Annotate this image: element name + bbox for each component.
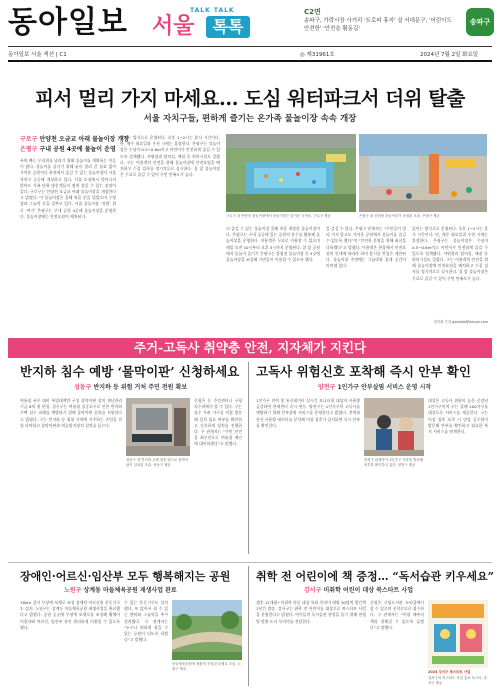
column-divider	[248, 362, 249, 554]
article-right-gu: 양천구	[318, 384, 336, 391]
article-left-column-1: 여름철 폭우 대비 특별대책반 구성 물막이판 설치 재난관리기금 6억 원 편성. 성동구는 여름철 집중호우로 인한 반지하 주택 침수 피해를 예방하기 위해 물막이판 설치를 지원한다고 밝혔다. 구는 반지하 등 위험 거처에 거주하는 주민을 전원 파악하고 물막이판과 역류방지장치 설치를 돕는다.	[20, 398, 122, 428]
article-right-headline: 고독사 위험신호 포착해 즉시 안부 확인	[256, 364, 471, 379]
article-bottom-right-subtext: 미취학 어린이 대상 북스타트 사업	[323, 587, 413, 594]
bookstart-label: 2024 강서구 북스타트 사업	[428, 670, 471, 674]
article-bottom-left-column-2: 수 있는 운동기구도 설치했다. 또 앉아서 쉴 수 있는 벤치와 그늘막을 추가 설치했다. 구 관계자는 “누구나 편하게 찾을 수 있는 공원이 되도록 하겠다”고 말했다.	[124, 600, 168, 643]
column-divider-bottom	[248, 566, 249, 686]
row-divider	[8, 562, 492, 563]
floodgate-photo	[126, 398, 190, 456]
park-caption: 마들체육공원에 새롭게 조성된 보행로 모습. 노원구 제공	[172, 662, 241, 671]
floodgate-caption: 성동구 내 반지하 주택 창문 옆으로 물막이판이 설치된 모습. 성동구 제공	[126, 458, 189, 467]
tag-eunpyeong	[20, 145, 116, 154]
main-subhead: 서울 자치구들, 편하게 즐기는 온가족 물놀이장 속속 개장	[143, 114, 357, 124]
article-bottom-left-sub	[64, 586, 177, 595]
main-column-2: 있어는 방식으로 운영된다. 오후 1∼2시는 휴식 시간이다. 단, 매주 월요일과 우천 시에는 휴장한다. 은평구는 물놀이장은 수심이 0.5∼0.6m이고 어린이가 안전하게 즐길 수 있도록 설계됐다. 샤워장과 탈의실, 매점 등 편의시설도 갖췄다. 구는 이용객의 안전을 위해 물놀이장에 안전요원을 배치하고 수질 검사를 정기적으로 실시한다. 집 앞 물놀이장은 무료로 즐길 수 있어 주민 만족도가 높다.	[120, 135, 220, 178]
talk-english-label: TALK TALK	[190, 7, 235, 14]
dateline-left: 동아일보 서울 섹션 | C1	[8, 52, 67, 58]
main-column-4: 을 즐길 수 있다. 은평구 관계자는 “주민들이 멀리 가지 않고도 가까운 공원에서 물놀이를 즐길 수 있도록 했다”며 “안전한 운영을 위해 최선을 다하겠다”고 말했다. 이용객은 현장에서 안전요원의 안내에 따라야 하며 음식물 반입은 제한된다. 물놀이장 주변에는 그늘막과 휴게 공간이 마련돼 있다.	[326, 226, 406, 269]
article-right-subtext: 1인가구 안부살핌 서비스 운영 시작	[337, 384, 432, 391]
bookstart-poster	[428, 600, 488, 668]
waterpark-photo-2-art	[359, 134, 487, 212]
tag-text: 구내 공원 4곳에 물놀이 운영	[39, 146, 116, 153]
article-left-headline: 반지하 침수 예방 ‘물막이판’ 신청하세요	[20, 364, 240, 379]
article-bottom-left-gu: 노원구	[64, 587, 82, 594]
welfare-visit-caption: 양천구 관계자가 1인가구 가정을 방문해 안부를 확인하고 있다. 양천구 제공	[364, 458, 423, 467]
section-name-seoul: 서울	[152, 14, 195, 39]
article-bottom-left-headline: 장애인·어르신·임산부 모두 행복해지는 공원	[20, 570, 231, 583]
article-bottom-left-subtext: 상계동 마들체육공원 재생사업 완료	[83, 587, 177, 594]
park-photo	[172, 600, 242, 660]
article-right-sub	[318, 383, 431, 392]
section-name-talk: 톡톡	[206, 16, 250, 38]
tag-text: 안양천 오금교 아래 물놀이장 개장	[39, 136, 129, 143]
tag-guro	[20, 135, 129, 144]
article-bottom-right-headline: 취학 전 어린이에 책 증정… “독서습관 키우세요”	[256, 570, 494, 583]
waterpark-photo-1-art	[226, 134, 356, 212]
main-column-5: 있어는 방식으로 운영된다. 오후 1∼2시는 휴식 시간이다. 단, 매주 월요일과 우천 시에는 휴장한다. 은평구는 물놀이장은 수심이 0.5∼0.6m이고 어린이가 안전하게 즐길 수 있도록 설계됐다. 샤워장과 탈의실, 매점 등 편의시설도 갖췄다. 구는 이용객의 안전을 위해 물놀이장에 안전요원을 배치하고 수질 검사를 정기적으로 실시한다. 집 앞 물놀이장은 무료로 즐길 수 있어 주민 만족도가 높다.	[412, 226, 488, 281]
main-headline: 피서 멀리 가지 마세요… 도심 워터파크서 더위 탈출	[35, 87, 465, 110]
article-bottom-right-column-1: 생후 12개월∼미취학 아동 대상 특화 꾸러미 매월 30명씩 발간책 1년간 발송. 강서구는 취학 전 어린이를 대상으로 북스타트 사업을 운영한다고 밝혔다. 아이들의 독서습관 형성을 돕기 위해 연령별 맞춤 도서 꾸러미를 전달한다.	[256, 600, 366, 624]
article-left-column-2: 신청은 동 주민센터나 구청 치수과에서 할 수 있다. 구는 침수 우려 가구를 직접 방문해 설치 필요 여부를 확인하고 신속하게 설치를 진행한다. 구 관계자는 “주민 안전을 최우선으로 여름철 재난에 대비하겠다”고 말했다.	[194, 398, 242, 447]
tag-gu: 은평구	[20, 146, 38, 153]
welfare-visit-photo-art	[364, 398, 424, 456]
article-left-gu: 성동구	[74, 384, 92, 391]
article-left-subtext: 반지하 등 위험 거처 주민 전원 확보	[93, 384, 188, 391]
main-column-3: 더 즐길 수 있는 물놀이장 올해 처음 개장한 물놀이장이다. 은평구는 구내 곳곳에 있는 공원의 분수를 활용해 물놀이장을 운영한다. 이용객은 무료로 이용할 수 있으며 매일 오전 10시부터 오후 5시까지 운영된다. 집 앞 공원에서 물놀이 즐기기 은평구는 불광천 물놀이장 등 4곳에 물놀이장을 조성해 시민들이 이용할 수 있도록 했다.	[226, 226, 320, 263]
side-badge: C2면	[304, 8, 321, 16]
article-bottom-right-sub	[304, 586, 413, 595]
article-right-column-2: 대상은 고독사 위험이 높은 중장년 1인가구이며 구는 올해 200가구를 대상으로 서비스를 제공한다. 구는 이상 징후 포착 시 담당 공무원이 방문해 안부를 확인하고 필요한 복지 서비스를 연계한다.	[428, 398, 488, 435]
photo-caption-2: 은평구 내 공원에 물놀이터가 조성된 모습. 은평구 제공	[359, 214, 440, 218]
park-photo-art	[172, 600, 242, 660]
main-byline: 정진희 기자 goodjob@donga.com	[433, 320, 488, 324]
waterpark-photo-2	[359, 134, 487, 212]
article-right-column-1: 1인가구 전력 및 통신데이터 실시간 모니터링 대상자 사용량 급감하면 관제센터 즉시 연동. 양천구는 1인가구의 고독사를 예방하기 위해 안부살핌 서비스를 운영한다고 밝혔다. 전력과 통신 사용량 데이터를 분석해 이상 징후가 감지되면 즉시 안부를 확인한다.	[256, 398, 360, 428]
rule-thick	[8, 60, 492, 62]
bookstart-poster-art	[428, 600, 488, 668]
rule	[8, 46, 492, 47]
publish-date: 2024년 7월 2일 화요일	[420, 52, 479, 58]
masthead-logo: 동아일보	[8, 5, 128, 40]
waterpark-photo-1	[226, 134, 356, 212]
welfare-visit-photo	[364, 398, 424, 456]
side-note: 송파구, 가락시장 사거리 '트로피 휴지' 설 서대문구, '어린이도 안전한' '안전을 활동길'	[304, 18, 452, 32]
section-banner-title: 주거-고독사 취약층 안전, 지자체가 지킨다	[133, 340, 367, 355]
photo-caption-1: 구로구 내 안양천 물놀이장에서 물놀이하는 즐거운 시민들. 구로구 제공	[226, 214, 331, 218]
article-left-sub	[74, 383, 187, 392]
bookstart-caption: 강서구의 북스타트 사업 홍보 포스터. 강서구 제공	[428, 676, 487, 685]
tag-gu: 구로구	[20, 136, 38, 143]
article-bottom-right-gu: 강서구	[304, 587, 322, 594]
issue-number: ◎ 제31961호	[300, 52, 335, 58]
floodgate-photo-art	[126, 398, 190, 456]
district-logo: 송파구	[466, 8, 494, 36]
article-bottom-left-column-1: 780m 걸이 무장애 보행로 조성 장애인·어르신용 운동기구도 설치. 노원구는 상계동 마들체육공원 재생사업을 완료했다고 밝혔다. 공원 곳곳에 무장애 보행로를 조성해 휠체어 이용자와 어르신, 임산부 등이 편리하게 이용할 수 있도록 했다.	[20, 600, 120, 630]
main-column-1: 폭북 빠는 무더위를 날리기 위해 물놀이를 계획하는 이들이 많다. 물놀이를 즐기기 위해 굳이 멀리 갈 필요 없이 가까운 공원이나 하천에서 즐길 수 있는 물놀이장이 서울 자치구 곳곳에 개장하고 있다. 서울 도심에서 벗어나지 않아도 가족 단위 방문객들이 쉽게 찾을 수 있는 장점이 있다. 구로구는 안양천 오금교 아래 물놀이장을 개장한다고 밝혔다. 이 물놀이장은 올해 처음 문을 열었으며 수영장과 그늘막 등을 갖추고 있다. 서울 물놀이장 ‘첫발’ 위로 ‘여기’ 은평구는 구내 공원 4곳에 물놀이장을 운영한다. 물놀이장에는 안전요원이 배치된다.	[20, 158, 116, 219]
article-bottom-right-column-2: 신청은 구립도서관 누리집에서 할 수 있으며 선착순으로 접수한다. 구 관계자는 “어릴 때부터 책과 친해질 수 있도록 돕겠다”고 말했다.	[370, 600, 424, 630]
